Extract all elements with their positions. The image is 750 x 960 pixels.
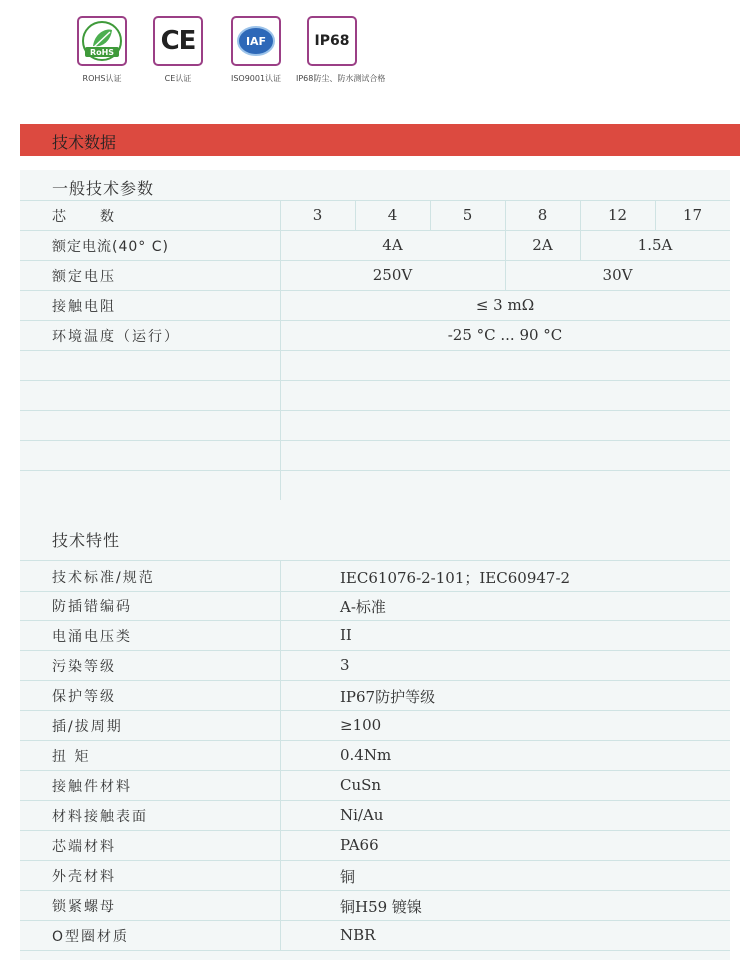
cert-caption: ISO9001认证 bbox=[230, 74, 282, 83]
cores-value: 5 bbox=[462, 206, 473, 224]
cores-value: 8 bbox=[537, 206, 548, 224]
temperature-row bbox=[20, 320, 730, 351]
svg-text:IAF: IAF bbox=[245, 35, 267, 48]
empty-row bbox=[20, 470, 730, 501]
cert-iaf bbox=[226, 16, 286, 84]
cert-rohs bbox=[72, 16, 132, 84]
voltage-label: 额定电压 bbox=[52, 269, 116, 285]
feature-label: 外壳材料 bbox=[52, 869, 116, 885]
feature-label: 材料接触表面 bbox=[52, 809, 148, 825]
general-heading: 一般技术参数 bbox=[52, 179, 155, 198]
cores-value: 12 bbox=[607, 206, 628, 224]
cert-caption: IP68防尘、防水测试合格 bbox=[296, 74, 386, 83]
empty-row bbox=[20, 410, 730, 441]
temperature-label: 环境温度（运行） bbox=[52, 329, 180, 345]
general-heading-row bbox=[20, 170, 730, 201]
feature-value: ≥100 bbox=[340, 716, 382, 734]
voltage-row bbox=[20, 260, 730, 291]
voltage-value: 250V bbox=[372, 266, 413, 284]
feature-row bbox=[20, 800, 730, 831]
current-label: 额定电流(40° C) bbox=[52, 239, 169, 255]
feature-row bbox=[20, 770, 730, 801]
feature-row bbox=[20, 620, 730, 651]
feature-row bbox=[20, 890, 730, 921]
feature-label: O型圈材质 bbox=[52, 929, 130, 945]
feature-row bbox=[20, 680, 730, 711]
general-params-panel bbox=[20, 170, 730, 500]
feature-label: 污染等级 bbox=[52, 659, 116, 675]
feature-label: 插/拔周期 bbox=[52, 719, 123, 735]
current-row bbox=[20, 230, 730, 261]
feature-value: IEC61076-2-101；IEC60947-2 bbox=[340, 569, 571, 587]
section-banner bbox=[20, 124, 740, 156]
empty-row bbox=[20, 380, 730, 411]
feature-value: PA66 bbox=[340, 836, 379, 854]
feature-value: Ni/Au bbox=[340, 806, 384, 824]
feature-row bbox=[20, 710, 730, 741]
feature-row bbox=[20, 860, 730, 891]
feature-value: A-标准 bbox=[340, 598, 386, 616]
rohs-icon bbox=[77, 16, 127, 66]
cores-value: 3 bbox=[312, 206, 323, 224]
feature-value: 铜H59 镀镍 bbox=[340, 898, 422, 916]
cert-ce bbox=[148, 16, 208, 84]
resistance-label: 接触电阻 bbox=[52, 299, 116, 315]
cores-value: 17 bbox=[682, 206, 703, 224]
current-value: 4A bbox=[382, 236, 403, 254]
feature-value: II bbox=[340, 626, 352, 644]
iaf-icon bbox=[231, 16, 281, 66]
feature-value: 3 bbox=[340, 656, 350, 674]
feature-value: 0.4Nm bbox=[340, 746, 392, 764]
feature-label: 扭 矩 bbox=[52, 749, 91, 765]
feature-label: 防插错编码 bbox=[52, 599, 132, 615]
feature-label: 电涌电压类 bbox=[52, 629, 132, 645]
cert-ip68 bbox=[296, 16, 386, 84]
feature-row bbox=[20, 560, 730, 592]
feature-row bbox=[20, 650, 730, 681]
cert-caption: CE认证 bbox=[164, 74, 192, 83]
feature-label: 保护等级 bbox=[52, 689, 116, 705]
cores-row bbox=[20, 200, 730, 231]
features-panel bbox=[20, 500, 730, 960]
feature-row bbox=[20, 920, 730, 951]
empty-row bbox=[20, 440, 730, 471]
feature-value: 铜 bbox=[340, 868, 356, 886]
svg-text:RoHS: RoHS bbox=[89, 48, 115, 57]
temperature-value: -25 °C ... 90 °C bbox=[447, 326, 563, 344]
features-heading: 技术特性 bbox=[52, 531, 121, 550]
feature-label: 技术标准/规范 bbox=[52, 570, 155, 586]
feature-label: 锁紧螺母 bbox=[52, 899, 116, 915]
feature-row bbox=[20, 830, 730, 861]
banner-title: 技术数据 bbox=[52, 133, 117, 152]
feature-value: NBR bbox=[340, 926, 376, 944]
cores-label: 芯 数 bbox=[52, 209, 116, 225]
feature-row bbox=[20, 590, 730, 621]
current-value: 2A bbox=[532, 236, 553, 254]
feature-label: 芯端材料 bbox=[52, 839, 116, 855]
empty-row bbox=[20, 350, 730, 381]
resistance-row bbox=[20, 290, 730, 321]
cert-caption: ROHS认证 bbox=[82, 74, 122, 83]
ip68-icon: IP68 bbox=[307, 16, 357, 66]
feature-value: IP67防护等级 bbox=[340, 688, 436, 706]
current-value: 1.5A bbox=[637, 236, 673, 254]
voltage-value: 30V bbox=[602, 266, 633, 284]
feature-row bbox=[20, 740, 730, 771]
feature-value: CuSn bbox=[340, 776, 382, 794]
resistance-value: ≤ 3 mΩ bbox=[475, 296, 535, 314]
ce-icon: CE bbox=[153, 16, 203, 66]
cores-value: 4 bbox=[387, 206, 398, 224]
feature-label: 接触件材料 bbox=[52, 779, 132, 795]
